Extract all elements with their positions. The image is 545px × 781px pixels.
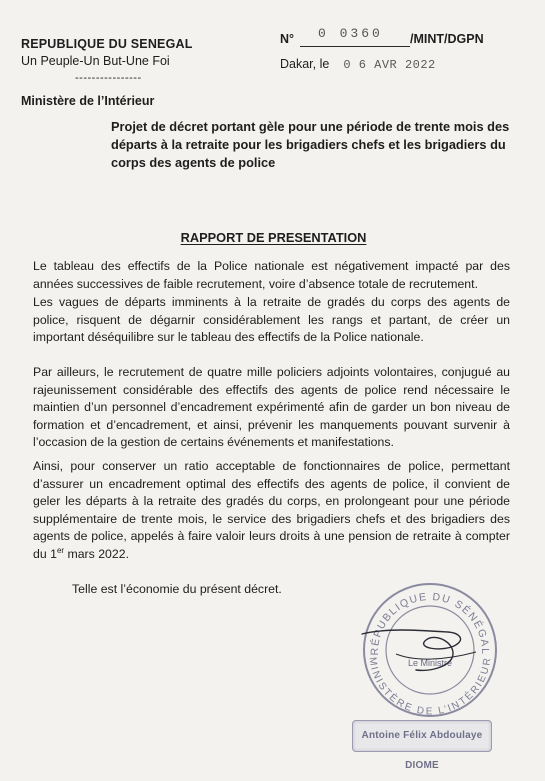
signatory-name: Antoine Félix Abdoulaye DIOME (361, 730, 483, 771)
seal-ring-text: RÉPUBLIQUE DU SÉNÉGAL (368, 590, 492, 656)
ministry-seal (356, 574, 504, 722)
date-stamp: 0 6 AVR 2022 (343, 58, 436, 72)
reference-stamped-number: 0 0360 (318, 26, 383, 41)
reference-rule (300, 46, 410, 47)
seal-bottom-text: MINISTÈRE DE L’INTÉRIEUR (366, 656, 494, 718)
date-place: Dakar, le (280, 57, 330, 71)
paragraph-4 (33, 458, 510, 563)
seal-center-text: Le Ministre (407, 658, 453, 668)
closing-sentence: Telle est l’économie du présent décret. (72, 582, 282, 596)
paragraph-4-text: Ainsi, pour conserver un ratio acceptable de fonctionnaires de police, permettant d’assurer un encadrement optimal des effectifs des agents de police, il convient de geler les départs à la retraite des gradés du corps, en prolongeant pour une période supplémentaire de trente mois, le service des brigadiers chefs et des brigadiers des agents de police, appelés à faire valoir leurs droits à une pension de retraite à compter du 1 (33, 459, 510, 561)
paragraph-3: Par ailleurs, le recrutement de quatre mille policiers adjoints volontaires, conjugué au rajeunissement considérable des effectifs des agents de police rend nécessaire le maintien d’un personnel d’encadrement expérimenté afin de garder un bon niveau de formation et d’encadrement, et ainsi, prévenir les manquements pouvant survenir à l’occasion de la gestion de certains événements et manifestations. (33, 365, 510, 449)
date-line (280, 57, 436, 72)
paragraph-4-end: mars 2022. (64, 546, 129, 561)
letterhead (21, 36, 221, 110)
paragraph-2: Les vagues de départs imminents à la retraite de gradés du corps des agents de police, risquent de dégarnir considérablement les rangs et partant, de créer un important déséquilibre sur le tableau des effectifs de la Police nationale. (33, 295, 510, 344)
reference-suffix: /MINT/DGPN (410, 32, 484, 46)
paragraph-1: Le tableau des effectifs de la Police nationale est négativement impacté par des années successives de faible recrutement, voire d’absence totale de recrutement. (33, 259, 510, 291)
ministry-name: Ministère de l’Intérieur (21, 94, 155, 108)
republic-title: REPUBLIQUE DU SENEGAL (21, 37, 193, 51)
ordinal-superscript: er (56, 545, 65, 555)
signatory-name-stamp (352, 720, 492, 771)
report-title (0, 230, 545, 245)
header-separator: ---------------- (75, 72, 142, 84)
document-subject: Projet de décret portant gèle pour une période de trente mois des départs à la retraite pour les brigadiers chefs et les brigadiers du corps des agents de police (111, 119, 510, 170)
report-title-text: RAPPORT DE PRESENTATION (180, 230, 367, 245)
national-motto: Un Peuple-Un But-Une Foi (21, 54, 170, 68)
reference-prefix: N° (280, 32, 295, 46)
